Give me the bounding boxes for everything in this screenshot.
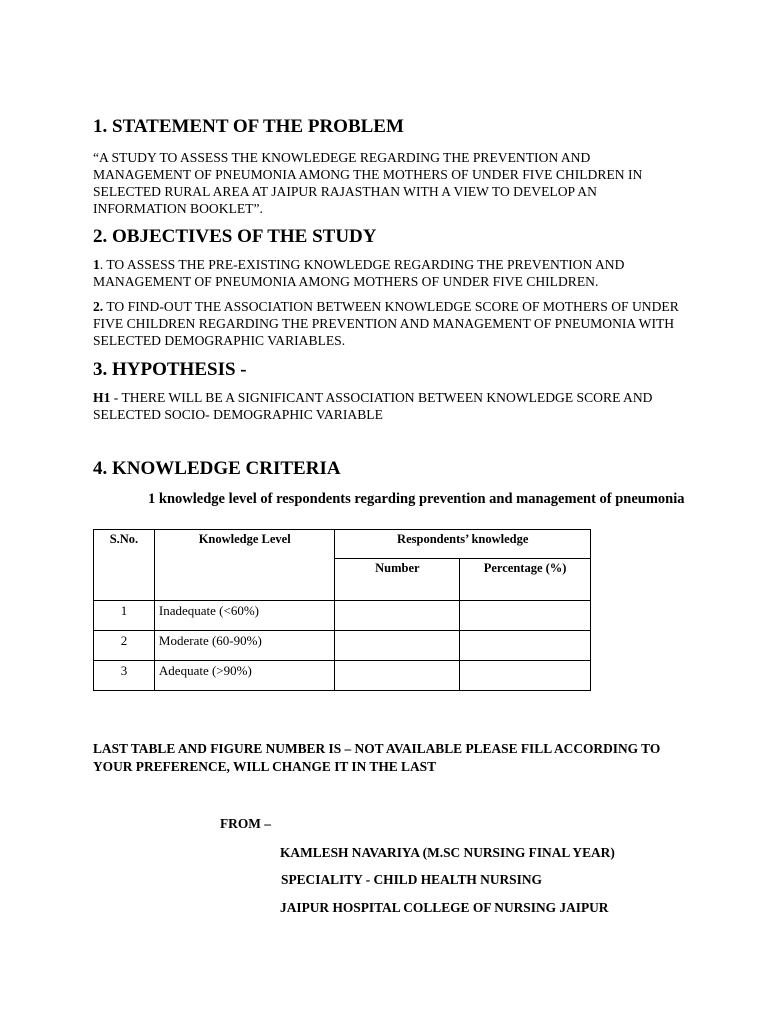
- table-row: [94, 661, 591, 691]
- table-row: [94, 631, 591, 661]
- header-sno: S.No.: [94, 530, 155, 601]
- header-number: Number: [335, 559, 460, 601]
- table-caption: 1 knowledge level of respondents regarding prevention and management of pneumonia: [148, 491, 685, 507]
- author-name: KAMLESH NAVARIYA (M.SC NURSING FINAL YEAR): [280, 845, 615, 860]
- hypothesis-text: - THERE WILL BE A SIGNIFICANT ASSOCIATION BETWEEN KNOWLEDGE SCORE AND SELECTED SOCIO- DEMOGRAPHIC VARIABLE: [93, 390, 653, 422]
- row-knowledge-level: Inadequate (<60%): [154, 601, 335, 631]
- row-knowledge-level: Adequate (>90%): [154, 661, 335, 691]
- header-knowledge-level: Knowledge Level: [154, 530, 335, 601]
- problem-statement: “A STUDY TO ASSESS THE KNOWLEDEGE REGARDING THE PREVENTION AND MANAGEMENT OF PNEUMONIA AMONG THE MOTHERS OF UNDER FIVE CHILDREN IN SELECTED RURAL AREA AT JAIPUR RAJASTHAN WITH A VIEW TO DEVELOP AN INFORMATION BOOKLET”.: [93, 150, 643, 216]
- note-text: LAST TABLE AND FIGURE NUMBER IS – NOT AVAILABLE PLEASE FILL ACCORDING TO YOUR PREFERENCE, WILL CHANGE IT IN THE LAST: [93, 741, 661, 774]
- from-label: FROM –: [220, 816, 271, 831]
- row-percentage: [460, 601, 591, 631]
- row-knowledge-level: Moderate (60-90%): [154, 631, 335, 661]
- row-number: [335, 631, 460, 661]
- row-number: [335, 661, 460, 691]
- header-percentage: Percentage (%): [460, 559, 591, 601]
- hypothesis-h1: [93, 389, 683, 423]
- objective-2: [93, 298, 683, 349]
- objective-2-text: TO FIND-OUT THE ASSOCIATION BETWEEN KNOWLEDGE SCORE OF MOTHERS OF UNDER FIVE CHILDREN REGARDING THE PREVENTION AND MANAGEMENT OF PNEUMONIA WITH SELECTED DEMOGRAPHIC VARIABLES.: [93, 299, 679, 348]
- objective-2-number: 2.: [93, 299, 104, 314]
- row-sno: 3: [94, 661, 155, 691]
- objective-1-number: 1: [93, 257, 100, 272]
- row-percentage: [460, 631, 591, 661]
- section-1-heading: 1. STATEMENT OF THE PROBLEM: [93, 116, 404, 137]
- section-2-heading: 2. OBJECTIVES OF THE STUDY: [93, 226, 377, 247]
- row-number: [335, 601, 460, 631]
- author-speciality: SPECIALITY - CHILD HEALTH NURSING: [281, 872, 542, 887]
- objective-1-text: . TO ASSESS THE PRE-EXISTING KNOWLEDGE REGARDING THE PREVENTION AND MANAGEMENT OF PNEUMONIA AMONG MOTHERS OF UNDER FIVE CHILDREN.: [93, 257, 625, 289]
- table-row: [94, 601, 591, 631]
- header-respondents-knowledge: Respondents’ knowledge: [335, 530, 591, 559]
- hypothesis-label: H1: [93, 390, 111, 405]
- section-4-heading: 4. KNOWLEDGE CRITERIA: [93, 458, 341, 479]
- row-sno: 1: [94, 601, 155, 631]
- author-college: JAIPUR HOSPITAL COLLEGE OF NURSING JAIPUR: [280, 900, 609, 915]
- row-percentage: [460, 661, 591, 691]
- objective-1: [93, 256, 683, 290]
- knowledge-table: [93, 529, 591, 691]
- section-3-heading: 3. HYPOTHESIS -: [93, 359, 247, 380]
- row-sno: 2: [94, 631, 155, 661]
